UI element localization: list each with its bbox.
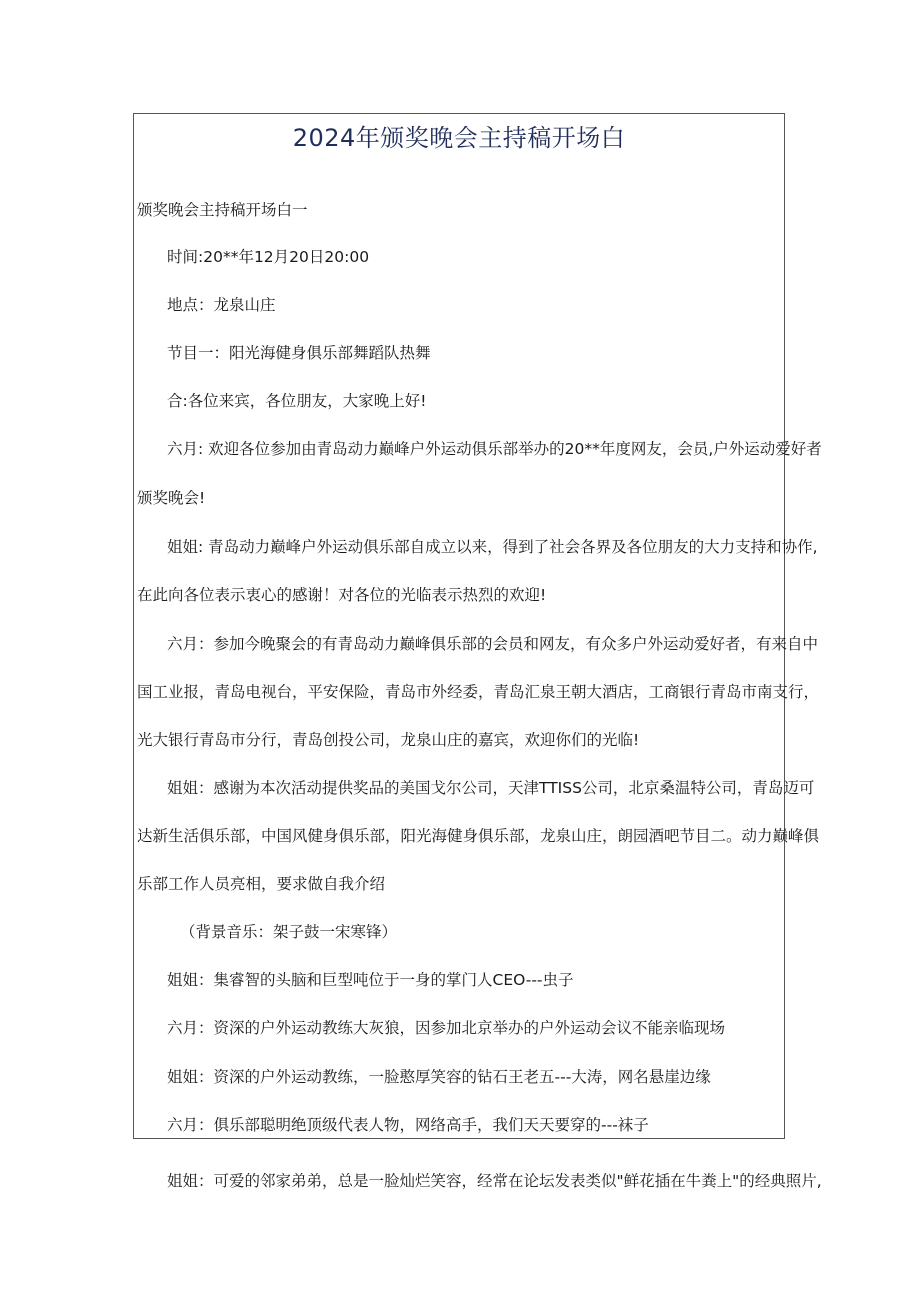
section-heading: 颁奖晚会主持稿开场白一: [137, 201, 308, 219]
paragraph-line: 六月：俱乐部聪明绝顶级代表人物，网络高手，我们天天要穿的---袜子: [167, 1116, 649, 1134]
paragraph-line: 光大银行青岛市分行，青岛创投公司，龙泉山庄的嘉宾，欢迎你们的光临!: [137, 731, 640, 749]
paragraph-line: 六月: 欢迎各位参加由青岛动力巅峰户外运动俱乐部举办的20**年度网友，会员,户外运动爱好者: [167, 440, 822, 458]
paragraph-line: 六月：参加今晚聚会的有青岛动力巅峰俱乐部的会员和网友，有众多户外运动爱好者，有来自中: [167, 635, 819, 653]
paragraph-line: 姐姐：集睿智的头脑和巨型吨位于一身的掌门人CEO---虫子: [167, 971, 574, 989]
page-title: 2024年颁奖晚会主持稿开场白: [292, 124, 626, 152]
place-line: 地点：龙泉山庄: [167, 296, 276, 314]
paragraph-line: 在此向各位表示衷心的感谢！对各位的光临表示热烈的欢迎!: [137, 586, 547, 604]
music-line: （背景音乐：架子鼓一宋寒锋）: [180, 923, 398, 941]
paragraph-line: 姐姐: 青岛动力巅峰户外运动俱乐部自成立以来，得到了社会各界及各位朋友的大力支持和协作,: [167, 538, 818, 556]
paragraph-line: 姐姐：资深的户外运动教练，一脸憨厚笑容的钻石王老五---大涛，网名悬崖边缘: [167, 1068, 711, 1086]
paragraph-line: 乐部工作人员亮相，要求做自我介绍: [137, 875, 386, 893]
program-line: 节目一：阳光海健身俱乐部舞蹈队热舞: [167, 344, 431, 362]
paragraph-line: 颁奖晚会!: [137, 489, 206, 507]
paragraph-line: 国工业报，青岛电视台，平安保险，青岛市外经委，青岛汇泉王朝大酒店，工商银行青岛市南支行，: [137, 683, 820, 701]
paragraph-line: 姐姐：感谢为本次活动提供奖品的美国戈尔公司，天津TTISS公司，北京桑温特公司，青岛迈可: [167, 779, 815, 797]
greeting-line: 合:各位来宾，各位朋友，大家晚上好!: [167, 392, 427, 410]
paragraph-line: 达新生活俱乐部，中国风健身俱乐部，阳光海健身俱乐部，龙泉山庄，朗园酒吧节目二。动力巅峰俱: [137, 827, 820, 845]
time-line: 时间:20**年12月20日20:00: [167, 248, 370, 266]
paragraph-line: 六月：资深的户外运动教练大灰狼，因参加北京举办的户外运动会议不能亲临现场: [167, 1019, 726, 1037]
paragraph-line: 姐姐：可爱的邻家弟弟，总是一脸灿烂笑容，经常在论坛发表类似"鲜花插在牛粪上"的经典照片,: [167, 1172, 822, 1190]
